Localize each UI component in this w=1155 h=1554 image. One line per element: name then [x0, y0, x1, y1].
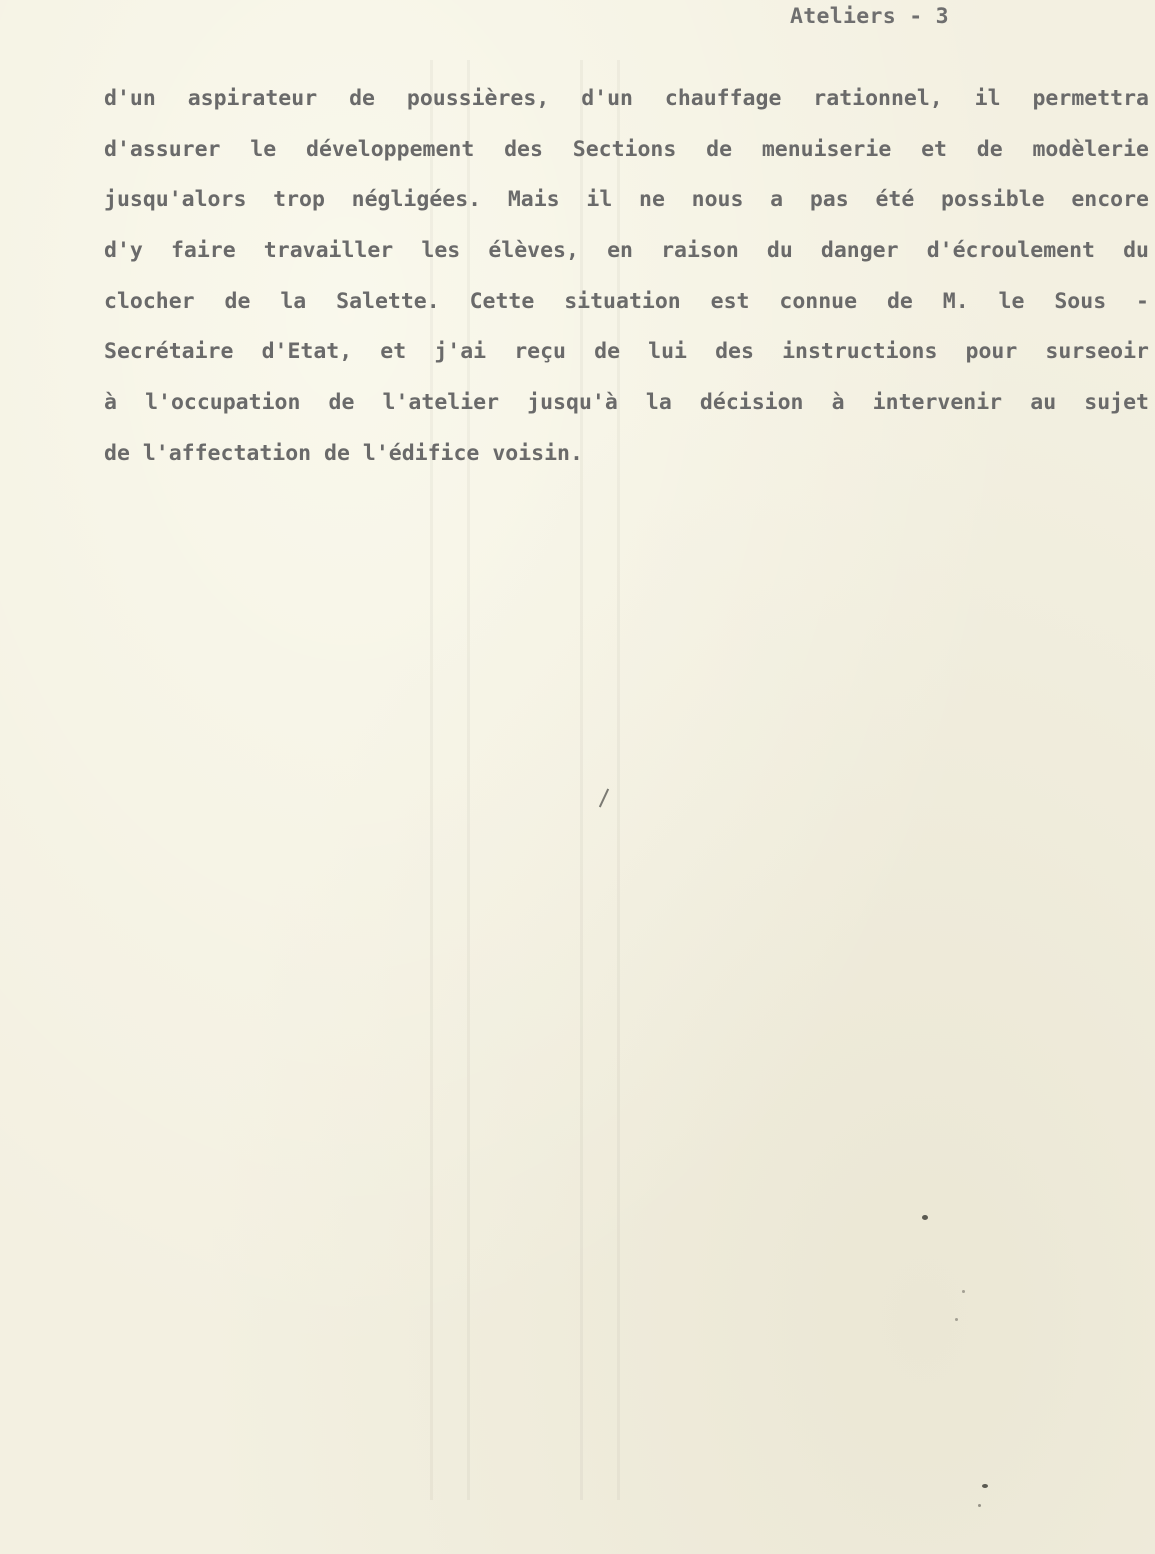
text-line: Secrétaire d'Etat, et j'ai reçu de lui des instructions pour surseoir: [104, 339, 1149, 365]
pen-mark: [599, 789, 609, 808]
text-line: clocher de la Salette. Cette situation est connue de M. le Sous -: [104, 288, 1149, 314]
text-line: d'un aspirateur de poussières, d'un chauffage rationnel, il permettra: [104, 86, 1149, 111]
text-line: de l'affectation de l'édifice voisin.: [104, 440, 583, 466]
text-line: à l'occupation de l'atelier jusqu'à la décision à intervenir au sujet: [104, 390, 1149, 416]
body-paragraph: [104, 74, 1149, 480]
ink-speck: [922, 1215, 928, 1220]
text-line: jusqu'alors trop négligées. Mais il ne nous a pas été possible encore: [104, 187, 1149, 213]
ink-speck: [982, 1484, 988, 1488]
text-line: d'y faire travailler les élèves, en raison du danger d'écroulement du: [104, 238, 1149, 264]
text-line: d'assurer le développement des Sections de menuiserie et de modèlerie: [104, 136, 1149, 162]
ink-speck: [978, 1504, 981, 1507]
page-header: Ateliers - 3: [790, 4, 949, 29]
ink-speck: [955, 1318, 958, 1321]
ink-speck: [962, 1290, 965, 1293]
